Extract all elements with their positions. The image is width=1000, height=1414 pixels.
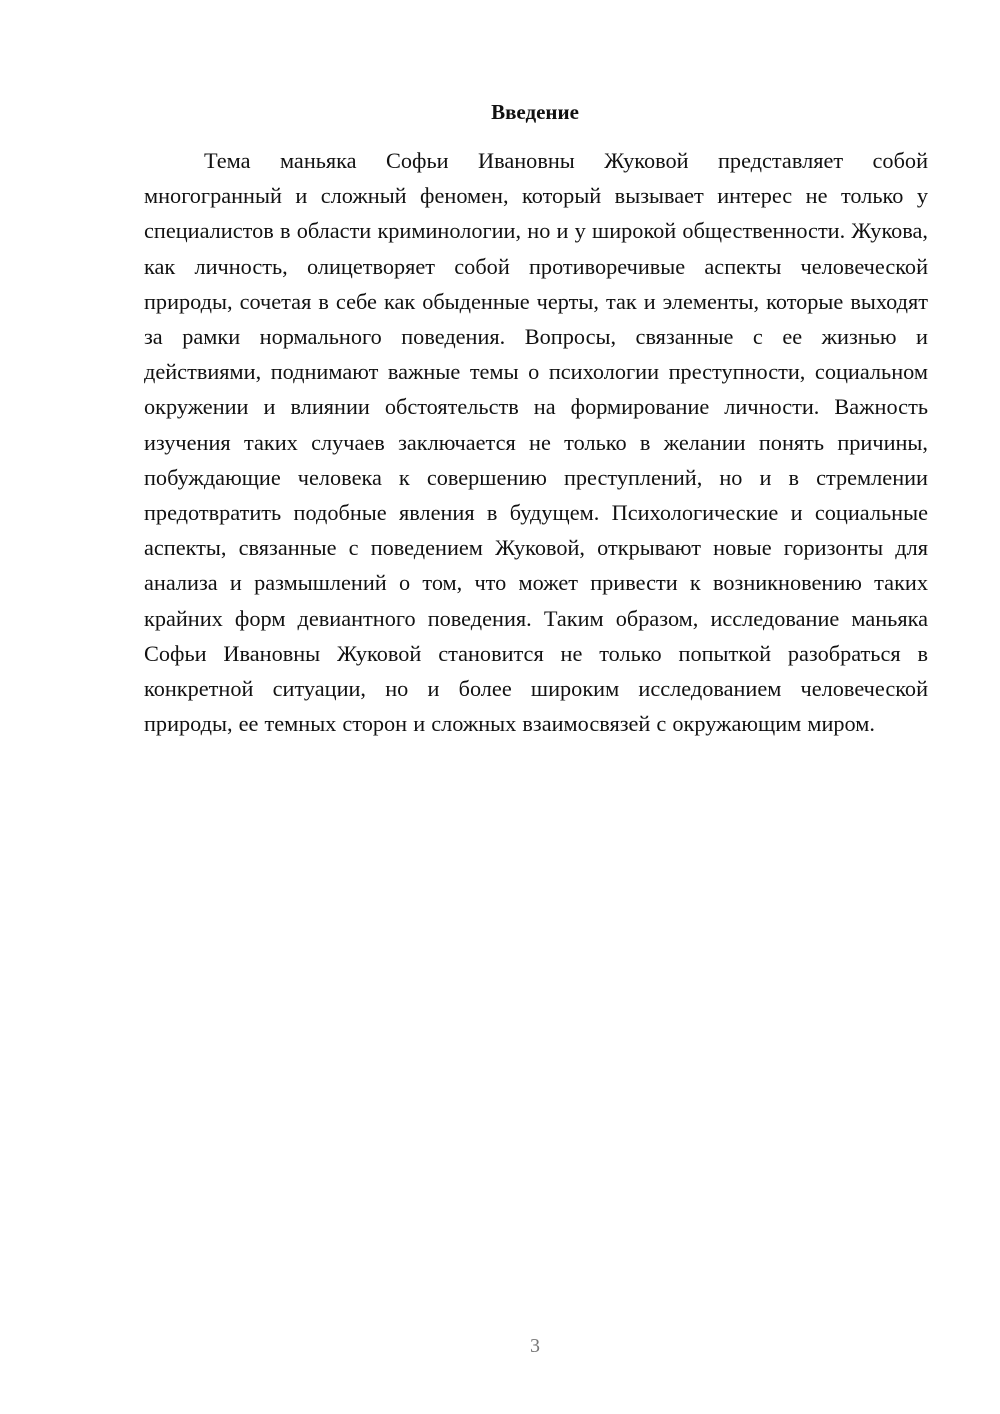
body-paragraph: Тема маньяка Софьи Ивановны Жуковой представляет собой многогранный и сложный феномен, который вызывает интерес не только у специалистов в области криминологии, но и у широкой общественности. Жукова, как личность, олицетворяет собой противоречивые аспекты человеческой природы, сочетая в себе как обыденные черты, так и элементы, которые выходят за рамки нормального поведения. Вопросы, связанные с ее жизнью и действиями, поднимают важные темы о психологии преступности, социальном окружении и влиянии обстоятельств на формирование личности. Важность изучения таких случаев заключается не только в желании понять причины, побуждающие человека к совершению преступлений, но и в стремлении предотвратить подобные явления в будущем. Психологические и социальные аспекты, связанные с поведением Жуковой, открывают новые горизонты для анализа и размышлений о том, что может привести к возникновению таких крайних форм девиантного поведения. Таким образом, исследование маньяка Софьи Ивановны Жуковой становится не только попыткой разобраться в конкретной ситуации, но и более широким исследованием человеческой природы, ее темных сторон и сложных взаимосвязей с окружающим миром. bbox=[144, 148, 928, 737]
page-number: 3 bbox=[530, 1335, 540, 1357]
section-heading: Введение bbox=[491, 100, 579, 124]
